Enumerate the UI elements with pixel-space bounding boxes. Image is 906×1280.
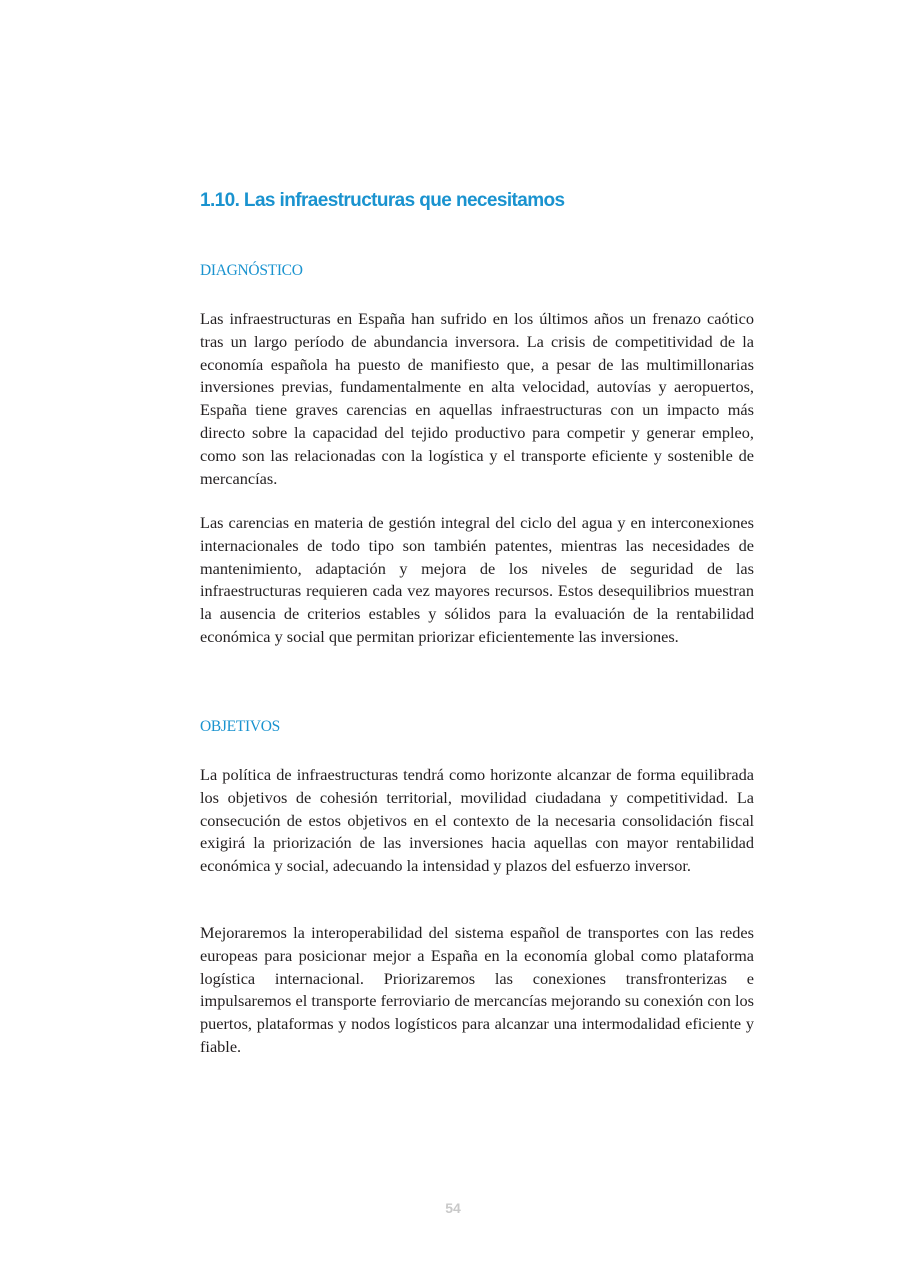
page-number: 54 (445, 1200, 461, 1216)
paragraph: La política de infraestructuras tendrá como horizonte alcanzar de forma equilibrada los objetivos de cohesión territorial, movilidad ciudadana y competitividad. La consecución de estos objetivos en el contexto de la necesaria consolidación fiscal exigirá la priorización de las inversiones hacia aquellas con mayor rentabilidad económica y social, adecuando la intensidad y plazos del esfuerzo inversor. (200, 765, 754, 876)
paragraph: Las infraestructuras en España han sufrido en los últimos años un frenazo caótico tras un largo período de abundancia inversora. La crisis de competitividad de la economía española ha puesto de manifiesto que, a pesar de las multimillonarias inversiones previas, fundamentalmente en alta velocidad, autovías y aeropuertos, España tiene graves carencias en aquellas infraestructuras con un impacto más directo sobre la capacidad del tejido productivo para competir y generar empleo, como son las relacionadas con la logística y el transporte eficiente y sostenible de mercancías. (200, 309, 754, 488)
section-heading-diagnostico: DIAGNÓSTICO (200, 262, 303, 279)
paragraph: Mejoraremos la interoperabilidad del sistema español de transportes con las redes europeas para posicionar mejor a España en la economía global como plataforma logística internacional. Priorizaremos las conexiones transfronterizas e impulsaremos el transporte ferroviario de mercancías mejorando su conexión con los puertos, plataformas y nodos logísticos para alcanzar una intermodalidad eficiente y fiable. (200, 923, 754, 1056)
page-title: 1.10. Las infraestructuras que necesitamos (200, 190, 565, 211)
paragraph: Las carencias en materia de gestión integral del ciclo del agua y en interconexiones internacionales de todo tipo son también patentes, mientras las necesidades de mantenimiento, adaptación y mejora de los niveles de seguridad de las infraestructuras requieren cada vez mayores recursos. Estos desequilibrios muestran la ausencia de criterios estables y sólidos para la evaluación de la rentabilidad económica y social que permitan priorizar eficientemente las inversiones. (200, 513, 754, 646)
section-heading-objetivos: OBJETIVOS (200, 718, 280, 735)
